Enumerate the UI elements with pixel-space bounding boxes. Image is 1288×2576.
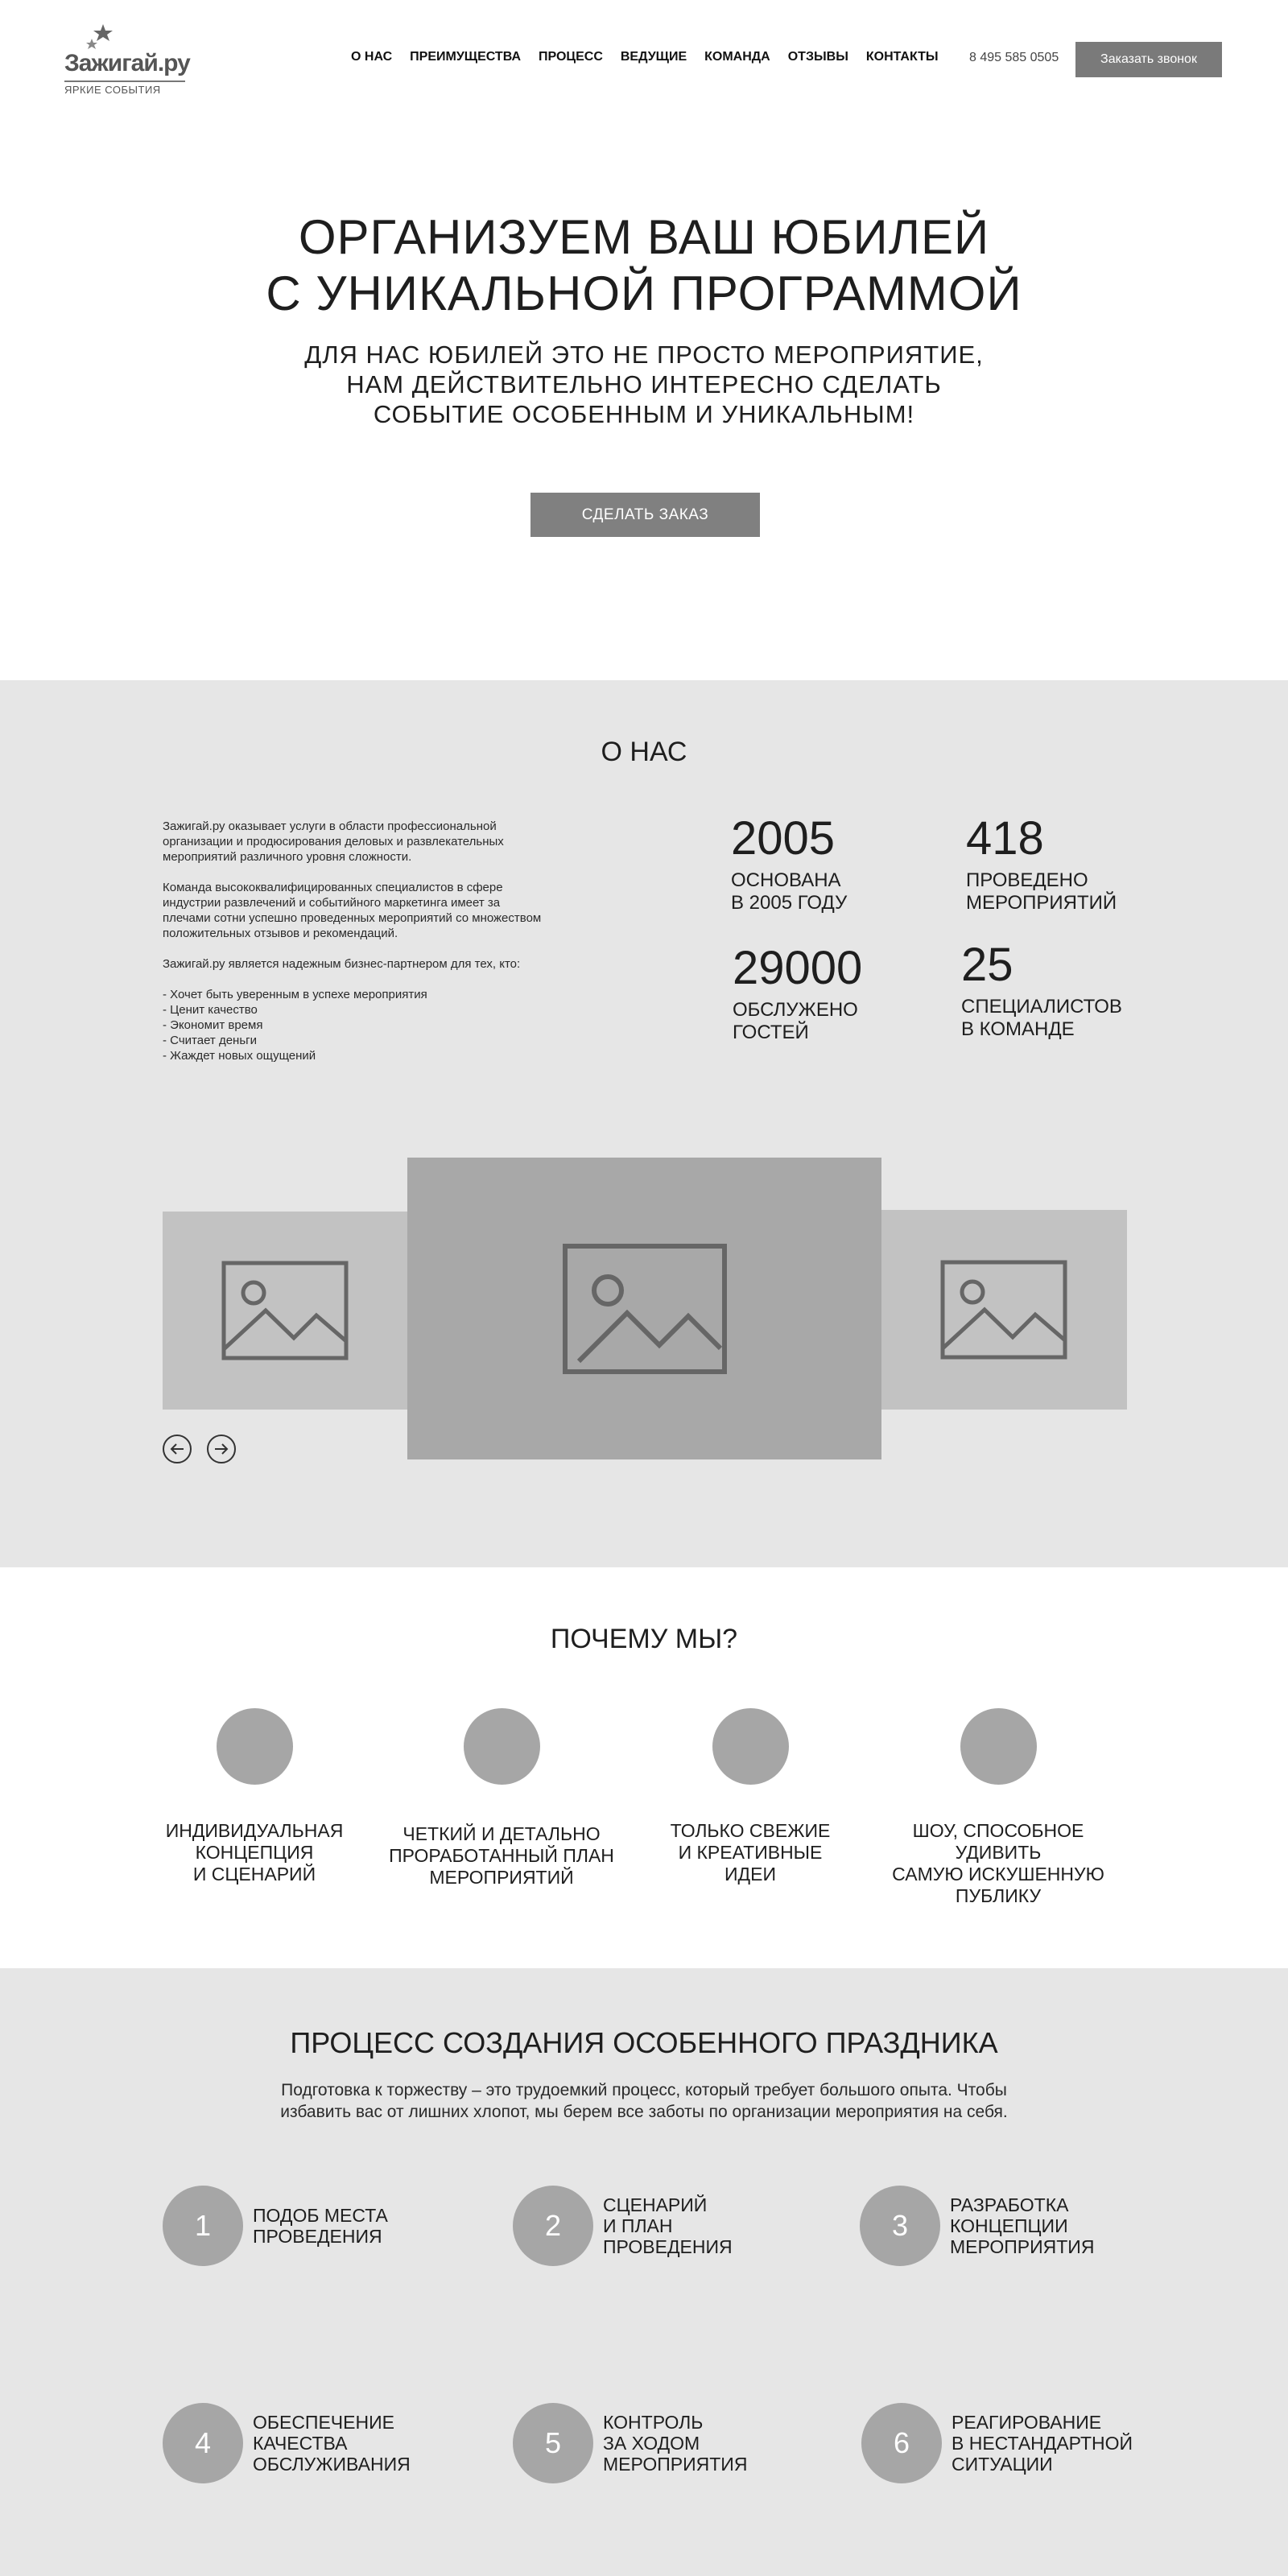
process-step: [513, 2186, 733, 2266]
step-number: 2: [513, 2186, 593, 2266]
image-placeholder-icon: [940, 1260, 1067, 1360]
step-label: РЕАГИРОВАНИЕ В НЕСТАНДАРТНОЙ СИТУАЦИИ: [952, 2412, 1133, 2475]
hero-title: [161, 209, 1127, 322]
why-label: [877, 1820, 1119, 1907]
logo-title: Зажигай.ру: [64, 50, 190, 76]
order-button[interactable]: СДЕЛАТЬ ЗАКАЗ: [530, 493, 760, 537]
step-label: СЦЕНАРИЙ И ПЛАН ПРОВЕДЕНИЯ: [603, 2194, 733, 2257]
image-placeholder-icon: [563, 1244, 727, 1374]
process-description-line: избавить вас от лишних хлопот, мы берем все заботы по организации мероприятия на себя.: [280, 2103, 1008, 2121]
process-description: [209, 2079, 1079, 2123]
site-header: [0, 0, 1288, 121]
why-item: [134, 1708, 375, 1885]
stat-guests: [733, 943, 862, 1044]
why-item: [630, 1708, 871, 1885]
about-list: [163, 987, 549, 1063]
stat-number: 29000: [733, 942, 863, 994]
stat-events: [966, 813, 1117, 914]
list-item: - Считает деньги: [163, 1034, 257, 1047]
why-label-line: И КРЕАТИВНЫЕ: [678, 1842, 823, 1863]
step-number: 3: [860, 2186, 940, 2266]
nav-advantages[interactable]: ПРЕИМУЩЕСТВА: [410, 50, 521, 64]
why-label-line: КОНЦЕПЦИЯ: [195, 1842, 314, 1863]
about-section: [0, 680, 1288, 1567]
step-number: 6: [861, 2403, 942, 2483]
about-paragraph: Зажигай.ру является надежным бизнес-партнером для тех, кто:: [163, 957, 521, 971]
nav-hosts[interactable]: ВЕДУЩИЕ: [620, 50, 687, 64]
step-label: КОНТРОЛЬ ЗА ХОДОМ МЕРОПРИЯТИЯ: [603, 2412, 748, 2475]
stat-specialists: [961, 939, 1122, 1041]
list-item: - Ценит качество: [163, 1003, 258, 1017]
hero-title-line: С УНИКАЛЬНОЙ ПРОГРАММОЙ: [266, 266, 1022, 320]
stat-number: 25: [961, 939, 1013, 991]
arrow-right-icon: [214, 1443, 229, 1455]
why-title: ПОЧЕМУ МЫ?: [550, 1624, 738, 1654]
process-step: [861, 2403, 1133, 2483]
carousel-prev-button[interactable]: [163, 1435, 192, 1463]
step-number: 1: [163, 2186, 243, 2266]
process-step: [860, 2186, 1094, 2266]
image-placeholder-icon: [221, 1261, 349, 1360]
why-label-line: ТОЛЬКО СВЕЖИЕ: [670, 1820, 831, 1841]
process-step: [513, 2403, 747, 2483]
stat-label: ОСНОВАНА В 2005 ГОДУ: [731, 869, 848, 914]
about-title: О НАС: [601, 737, 687, 767]
step-label: ПОДОБ МЕСТА ПРОВЕДЕНИЯ: [253, 2205, 388, 2247]
process-step: [163, 2403, 411, 2483]
about-paragraph: Зажигай.ру оказывает услуги в области профессиональной организации и продюсирования деловых и развлекательных мероприятий различного уровня сложности.: [163, 819, 504, 864]
why-label-line: ЧЕТКИЙ И ДЕТАЛЬНО: [402, 1823, 601, 1844]
stat-number: 418: [966, 812, 1044, 865]
arrow-left-icon: [170, 1443, 184, 1455]
carousel-slide-left[interactable]: [163, 1212, 407, 1410]
list-item: - Хочет быть уверенным в успехе мероприятия: [163, 988, 427, 1001]
list-item: - Экономит время: [163, 1018, 263, 1032]
logo-underline: [64, 80, 185, 82]
carousel-next-button[interactable]: [207, 1435, 236, 1463]
hero-section: [0, 121, 1288, 680]
stat-number: 2005: [731, 812, 836, 865]
stat-label: СПЕЦИАЛИСТОВ В КОМАНДЕ: [961, 996, 1122, 1040]
main-nav: [351, 50, 956, 64]
why-icon: [960, 1708, 1037, 1785]
why-label-line: ПРОРАБОТАННЫЙ ПЛАН: [389, 1845, 614, 1866]
why-icon: [217, 1708, 293, 1785]
stat-label: ПРОВЕДЕНО МЕРОПРИЯТИЙ: [966, 869, 1117, 914]
nav-about[interactable]: О НАС: [351, 50, 393, 64]
stat-founded: [731, 813, 847, 914]
why-label-line: МЕРОПРИЯТИЙ: [429, 1867, 574, 1888]
nav-team[interactable]: КОМАНДА: [704, 50, 770, 64]
hero-title-line: ОРГАНИЗУЕМ ВАШ ЮБИЛЕЙ: [298, 210, 990, 264]
carousel-slide-active[interactable]: [407, 1158, 881, 1459]
why-label-line: И СЦЕНАРИЙ: [192, 1864, 316, 1885]
hero-subtitle-line: ДЛЯ НАС ЮБИЛЕЙ ЭТО НЕ ПРОСТО МЕРОПРИЯТИЕ,: [304, 341, 984, 369]
list-item: - Жаждет новых ощущений: [163, 1049, 316, 1063]
step-number: 4: [163, 2403, 243, 2483]
stat-label: ОБСЛУЖЕНО ГОСТЕЙ: [733, 999, 858, 1043]
nav-contacts[interactable]: КОНТАКТЫ: [865, 50, 939, 64]
step-number: 5: [513, 2403, 593, 2483]
logo-subtitle: ЯРКИЕ СОБЫТИЯ: [64, 84, 161, 96]
about-text: [163, 819, 549, 1063]
process-title: ПРОЦЕСС СОЗДАНИЯ ОСОБЕННОГО ПРАЗДНИКА: [290, 2026, 998, 2059]
why-section: [0, 1567, 1288, 1968]
why-label-line: ШОУ, СПОСОБНОЕ УДИВИТЬ: [912, 1820, 1084, 1863]
nav-process[interactable]: ПРОЦЕСС: [539, 50, 603, 64]
why-label-line: ИДЕИ: [724, 1864, 776, 1885]
why-label: [134, 1820, 375, 1885]
carousel-slide-right[interactable]: [881, 1210, 1127, 1410]
hero-subtitle-line: СОБЫТИЕ ОСОБЕННЫМ И УНИКАЛЬНЫМ!: [373, 400, 915, 428]
phone-number[interactable]: 8 495 585 0505: [969, 51, 1059, 64]
hero-subtitle: [201, 340, 1087, 429]
hero-subtitle-line: НАМ ДЕЙСТВИТЕЛЬНО ИНТЕРЕСНО СДЕЛАТЬ: [346, 370, 942, 398]
process-description-line: Подготовка к торжеству – это трудоемкий процесс, который требует большого опыта. Чтобы: [281, 2081, 1007, 2099]
why-icon: [464, 1708, 540, 1785]
why-label: [630, 1820, 871, 1885]
process-section: [0, 1968, 1288, 2576]
why-label-line: САМУЮ ИСКУШЕННУЮ: [892, 1864, 1104, 1885]
call-request-button[interactable]: Заказать звонок: [1075, 42, 1222, 77]
why-icon: [712, 1708, 789, 1785]
logo[interactable]: [64, 23, 190, 97]
step-label: ОБЕСПЕЧЕНИЕ КАЧЕСТВА ОБСЛУЖИВАНИЯ: [253, 2412, 411, 2475]
about-paragraph: Команда высококвалифицированных специалистов в сфере индустрии развлечений и событийного маркетинга имеет за плечами сотни успешно проведенных мероприятий со множеством положительных отзывов и рекомендаций.: [163, 881, 542, 940]
why-item: [381, 1708, 622, 1889]
why-label-line: ПУБЛИКУ: [955, 1885, 1042, 1906]
nav-reviews[interactable]: ОТЗЫВЫ: [787, 50, 848, 64]
why-item: [877, 1708, 1119, 1907]
step-label: РАЗРАБОТКА КОНЦЕПЦИИ МЕРОПРИЯТИЯ: [950, 2194, 1095, 2257]
process-step: [163, 2186, 388, 2266]
why-label-line: ИНДИВИДУАЛЬНАЯ: [165, 1820, 344, 1841]
why-label: [381, 1823, 622, 1889]
